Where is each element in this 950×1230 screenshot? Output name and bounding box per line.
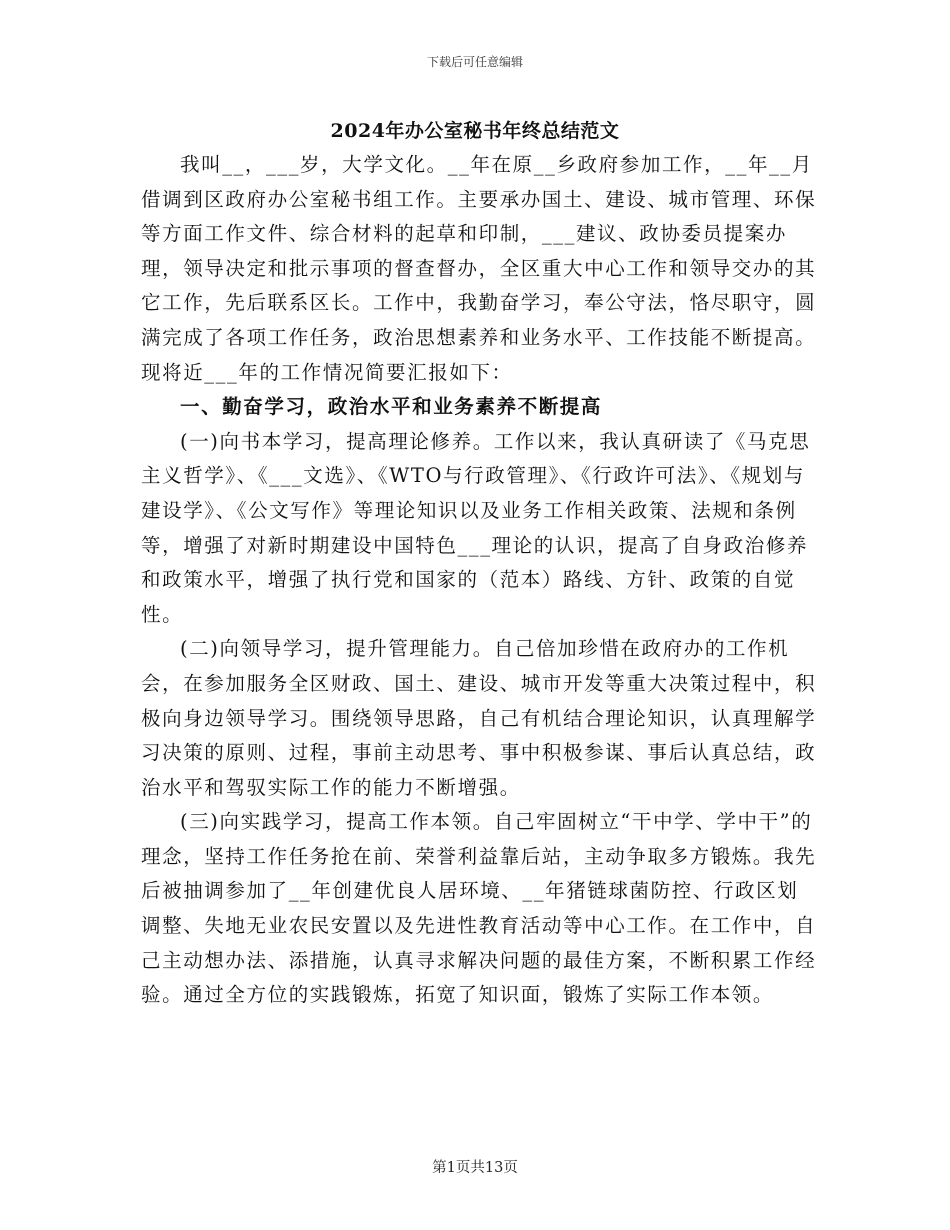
page-footer: 第1页共13页 xyxy=(432,1160,518,1176)
paragraph-leader-study: (二)向领导学习，提升管理能力。自己倍加珍惜在政府办的工作机会，在参加服务全区财政、国土、建设、城市开发等重大决策过程中，积极向身边领导学习。围绕领导思路，自己有机结合理论知识，认真理解学习决策的原则、过程，事前主动思考、事中积极参谋、事后认真总结，政治水平和驾驭实际工作的能力不断增强。 xyxy=(141,637,817,799)
section-heading: 一、勤奋学习，政治水平和业务素养不断提高 xyxy=(180,395,603,419)
paragraph-book-study: (一)向书本学习，提高理论修养。工作以来，我认真研读了《马克思主义哲学》、《___文选》、《WTO与行政管理》、《行政许可法》、《规划与建设学》、《公文写作》等理论知识以及业务工作相关政策、法规和条例等，增强了对新时期建设中国特色___理论的认识，提高了自身政治修养和政策水平，增强了执行党和国家的（范本）路线、方针、政策的自觉性。 xyxy=(141,429,811,626)
paragraph-practice-study: (三)向实践学习，提高工作本领。自己牢固树立“干中学、学中干”的理念，坚持工作任务抢在前、荣誉利益靠后站，主动争取多方锻炼。我先后被抽调参加了__年创建优良人居环境、__年猪链球菌防控、行政区划调整、失地无业农民安置以及先进性教育活动等中心工作。在工作中，自己主动想办法、添措施，认真寻求解决问题的最佳方案，不断积累工作经验。通过全方位的实践锻炼，拓宽了知识面，锻炼了实际工作本领。 xyxy=(141,810,817,1007)
document-body xyxy=(141,148,817,1013)
header-note: 下载后可任意编辑 xyxy=(426,55,523,69)
intro-paragraph: 我叫__，___岁，大学文化。__年在原__乡政府参加工作，__年__月借调到区政府办公室秘书组工作。主要承办国土、建设、城市管理、环保等方面工作文件、综合材料的起草和印制，___建议、政协委员提案办理，领导决定和批示事项的督查督办，全区重大中心工作和领导交办的其它工作，先后联系区长。工作中，我勤奋学习，奉公守法，恪尽职守，圆满完成了各项工作任务，政治思想素养和业务水平、工作技能不断提高。现将近___年的工作情况简要汇报如下： xyxy=(141,153,817,384)
document-title: 2024年办公室秘书年终总结范文 xyxy=(330,120,620,142)
